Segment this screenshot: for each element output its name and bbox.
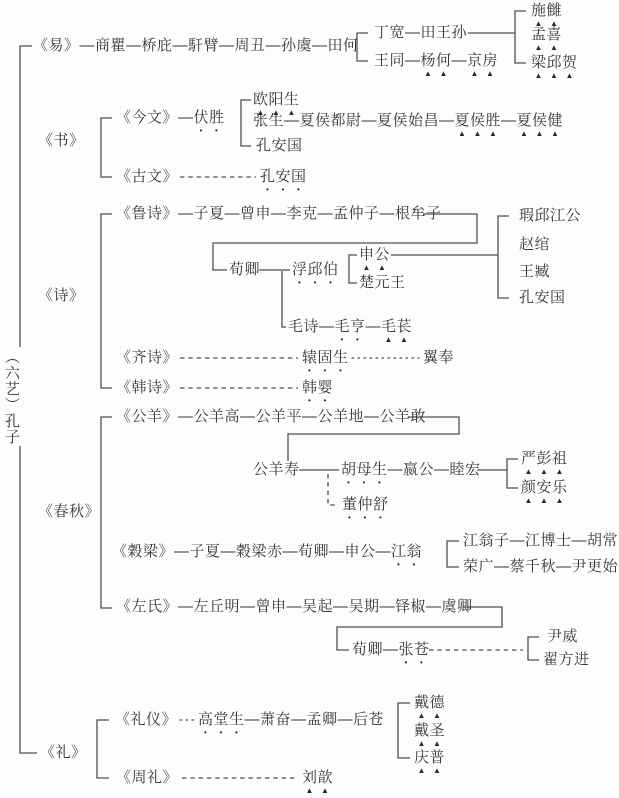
li-label: 《礼》 (40, 744, 87, 761)
chunqiu-label: 《春秋》 (38, 503, 101, 520)
zhaowan: 赵绾 (519, 236, 551, 253)
jinwen-row-emphasis: 伏胜 (193, 109, 225, 126)
zuoshi-chain: 《左氏》—左丘明—曾申—吴起—吴期—铎椒—虞卿 (116, 598, 473, 615)
yinwei: 尹威 (547, 628, 579, 645)
konganguo-guwen (260, 168, 307, 194)
yananle-emphasis: 颜安乐 (521, 479, 568, 496)
maoshi-row-emphasis: 毛苌 (381, 318, 413, 335)
gongyang-students-bracket (507, 459, 518, 488)
yanpengzu-emphasis: 严彭祖 (521, 450, 568, 467)
daisheng (414, 722, 445, 748)
zhangsheng-row-emphasis: 夏侯健 (516, 112, 564, 129)
rongguang-row: 荣广—蔡千秋—尹更始 (463, 558, 619, 575)
guliang-chain-emphasis: 江翁 (391, 543, 423, 560)
gongyangshou: 公羊寿 (253, 461, 300, 478)
shengong (359, 246, 390, 272)
yi-right-bracket (515, 11, 526, 63)
hanshi-label: 《韩诗》 (116, 379, 179, 396)
shi-label: 《诗》 (38, 287, 85, 304)
liuxin-emphasis: 刘歆 (302, 769, 334, 786)
guliang-chain: 《穀梁》—子夏—穀梁赤—荀卿—申公—江翁 (112, 543, 423, 560)
shengong-emphasis: 申公 (359, 246, 391, 263)
ouyangsheng-emphasis: 欧阳生 (253, 91, 300, 108)
dongzhongshu-dashed-branch (328, 474, 338, 505)
shichou (531, 2, 562, 28)
yuangusheng-emphasis: 辕固生 (302, 349, 349, 366)
xiaqiu-jianggong: 瑕邱江公 (519, 207, 582, 224)
yananle (521, 479, 568, 505)
mengxi (531, 26, 562, 52)
lushi-chain: 《鲁诗》—子夏—曾申—李克—孟仲子—根牟子 (116, 205, 442, 222)
zhangsheng-row: 张生—夏侯都尉—夏侯始昌—夏侯胜—夏侯健 (253, 112, 564, 129)
zhaifangjin: 翟方进 (543, 651, 590, 668)
fusheng-students-bracket (241, 100, 251, 146)
gaotangsheng-row: 高堂生—萧奋—孟卿—后苍 (198, 711, 385, 728)
jinwen-row: 《今文》—伏胜 (116, 109, 225, 126)
chunqiu-bracket (101, 417, 112, 608)
daide (414, 694, 445, 720)
liangqiuhe-emphasis: 梁邱贺 (531, 54, 578, 71)
chuyuanwang: 楚元王 (359, 274, 406, 291)
zhouli-label: 《周礼》 (116, 769, 179, 786)
konganguo-shi: 孔安国 (519, 289, 566, 306)
trunk-upper (20, 46, 32, 347)
qishi-label: 《齐诗》 (116, 349, 179, 366)
wangzang: 王臧 (519, 263, 551, 280)
zhangcang-right-bracket (528, 637, 539, 660)
qingpu (414, 749, 445, 775)
yuangusheng (302, 349, 349, 375)
li-bracket (97, 720, 109, 778)
guwen-label: 《古文》 (116, 168, 179, 185)
xunqing-shi: 荀卿 (229, 261, 261, 278)
zhangsheng-row-emphasis: 夏侯胜 (454, 112, 502, 129)
hanying-emphasis: 韩婴 (302, 379, 334, 396)
shu-bracket (101, 118, 112, 177)
konganguo-guwen-emphasis: 孔安国 (260, 168, 307, 185)
dongzhongshu (342, 496, 389, 522)
lushi-right-bracket (498, 216, 509, 298)
shengong-bracket (349, 255, 357, 283)
gongyang-chain: 《公羊》—公羊高—公羊平—公羊地—公羊敢 (116, 408, 427, 425)
dongzhongshu-emphasis: 董仲舒 (342, 496, 389, 513)
gaotangsheng-row-emphasis: 高堂生 (198, 711, 245, 728)
root-label: （六艺）孔子 (3, 349, 20, 445)
wangtong-row-emphasis: 京房 (467, 52, 499, 69)
humusheng-row: 胡母生—嬴公—睦宏 (341, 461, 481, 478)
wangtong-row-emphasis: 杨何 (420, 52, 452, 69)
fuqiubo-emphasis: 浮邱伯 (292, 261, 339, 278)
maoshi-drop-line (282, 271, 286, 327)
fuqiubo (292, 261, 339, 287)
wangtong-row: 王同—杨何—京房 (374, 52, 499, 69)
liyi-label: 《礼仪》 (115, 711, 178, 728)
liangqiuhe (531, 54, 578, 80)
xunqing-zhangcang-row: 荀卿—张苍 (352, 641, 430, 658)
maoshi-row-emphasis: 毛亨 (334, 318, 366, 335)
dingkuan-row: 丁宽—田王孙 (374, 24, 468, 41)
guliang-right-bracket (447, 541, 459, 567)
humusheng-row-emphasis: 胡母生 (341, 461, 388, 478)
konganguo-jinwen: 孔安国 (256, 137, 303, 154)
hanying (302, 379, 333, 405)
qingpu-emphasis: 庆普 (414, 749, 446, 766)
daide-emphasis: 戴德 (414, 694, 446, 711)
yi-main-chain: 《易》—商瞿—桥庇—馯臂—周丑—孙虞—田何 (33, 37, 359, 54)
shu-label: 《书》 (38, 132, 85, 149)
mengxi-emphasis: 孟喜 (531, 26, 563, 43)
xunqing-zhangcang-row-emphasis: 张苍 (398, 641, 430, 658)
jiangwengzi-row: 江翁子—江博士—胡常 (463, 532, 619, 549)
yifeng: 翼奉 (423, 349, 455, 366)
daisheng-emphasis: 戴圣 (414, 722, 446, 739)
yanpengzu (521, 450, 568, 476)
maoshi-row: 毛诗—毛亨—毛苌 (288, 318, 413, 335)
liuxin (302, 769, 333, 795)
shichou-emphasis: 施雠 (531, 2, 563, 19)
houcang-students-bracket (398, 703, 410, 758)
shi-bracket (101, 214, 112, 388)
trunk-lower (20, 446, 37, 753)
